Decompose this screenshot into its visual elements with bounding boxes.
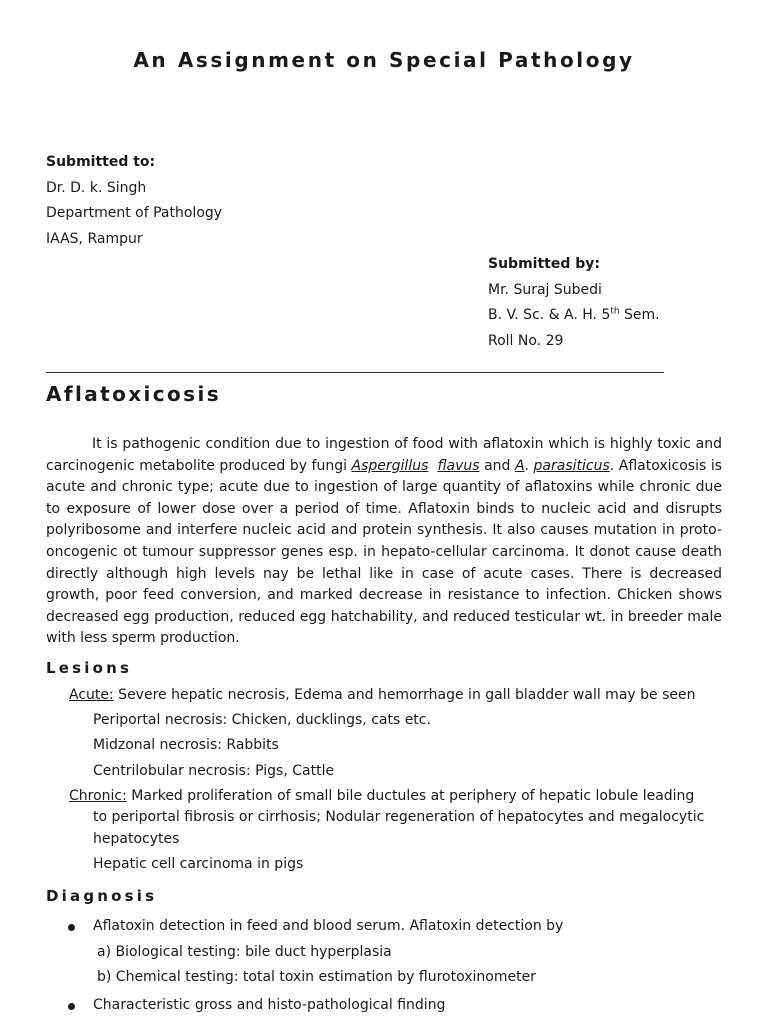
- chronic-continuation: to periportal fibrosis or cirrhosis; Nodular regeneration of hepatocytes and megalocytic: [93, 809, 705, 825]
- lesions-heading: Lesions: [46, 659, 133, 677]
- course-suffix: Sem.: [619, 307, 660, 323]
- bullet-icon: [68, 924, 75, 931]
- species-name: parasiticus: [533, 457, 610, 474]
- submitted-to-line: Department of Pathology: [46, 205, 223, 221]
- intro-text: . Aflatoxicosis is acute and chronic type; acute due to ingestion of large quantity of aflatoxins while chronic due to exposure of lower dose over a period of time. Aflatoxin binds to nucleic acid and disrupts polyribosome and interfere nucleic acid and protein synthesis. It also causes mutation in proto-oncogenic ot tumour suppressor genes esp. in hepato-cellular carcinoma. It donot cause death directly although high levels nay be lethal like in case of acute cases. There is decreased growth, poor feed conversion, and marked decrease in resistance to infection. Chicken shows decreased egg production, reduced egg hatchability, and reduced testicular wt. in breeder male with less sperm production.: [46, 457, 722, 647]
- chronic-text: Marked proliferation of small bile ductules at periphery of hepatic lobule leading: [126, 788, 695, 804]
- lesion-item: Midzonal necrosis: Rabbits: [93, 737, 279, 753]
- lesion-item: Centrilobular necrosis: Pigs, Cattle: [93, 763, 335, 779]
- diagnosis-item: Characteristic gross and histo-pathological finding: [93, 997, 446, 1013]
- lesion-item: Hepatic cell carcinoma in pigs: [93, 856, 304, 872]
- course-prefix: B. V. Sc. & A. H. 5: [488, 307, 611, 323]
- diagnosis-subitem: a) Biological testing: bile duct hyperplasia: [97, 944, 392, 960]
- intro-paragraph: [46, 434, 722, 650]
- submitter-course: [488, 303, 660, 329]
- submitted-to-line: Dr. D. k. Singh: [46, 179, 147, 196]
- divider-line: [46, 372, 664, 373]
- intro-text: and: [479, 457, 515, 474]
- species-name: flavus: [437, 457, 480, 474]
- chronic-lesion: [69, 788, 694, 804]
- species-name: A: [514, 457, 525, 474]
- page-title: An Assignment on Special Pathology: [133, 48, 635, 72]
- intro-text: It is pathogenic condition due to ingestion of food with aflatoxin which is highly toxic and carcinogenic metabolite produced by fungi: [46, 436, 722, 474]
- diagnosis-heading: Diagnosis: [46, 887, 158, 905]
- acute-lesion: [69, 687, 695, 703]
- diagnosis-subitem: b) Chemical testing: total toxin estimation by flurotoxinometer: [97, 969, 536, 985]
- intro-text: .: [524, 457, 534, 474]
- submitter-name: Mr. Suraj Subedi: [488, 281, 602, 298]
- acute-label: Acute:: [69, 687, 114, 703]
- species-name: Aspergillus: [351, 457, 429, 474]
- chronic-label: Chronic:: [69, 788, 127, 804]
- submitted-by-block: [488, 252, 660, 354]
- section-title: Aflatoxicosis: [46, 382, 222, 406]
- submitted-to-line: IAAS, Rampur: [46, 230, 143, 247]
- acute-text: Severe hepatic necrosis, Edema and hemorrhage in gall bladder wall may be seen: [113, 687, 696, 703]
- course-superscript: th: [610, 306, 620, 317]
- bullet-icon: [68, 1003, 75, 1010]
- submitted-to-block: [46, 150, 222, 252]
- submitted-by-heading: Submitted by:: [488, 256, 600, 272]
- submitted-to-heading: Submitted to:: [46, 154, 156, 170]
- lesion-item: Periportal necrosis: Chicken, ducklings, cats etc.: [93, 712, 431, 728]
- diagnosis-item: Aflatoxin detection in feed and blood serum. Aflatoxin detection by: [93, 918, 564, 934]
- chronic-continuation: hepatocytes: [93, 831, 180, 847]
- submitter-roll: Roll No. 29: [488, 332, 564, 349]
